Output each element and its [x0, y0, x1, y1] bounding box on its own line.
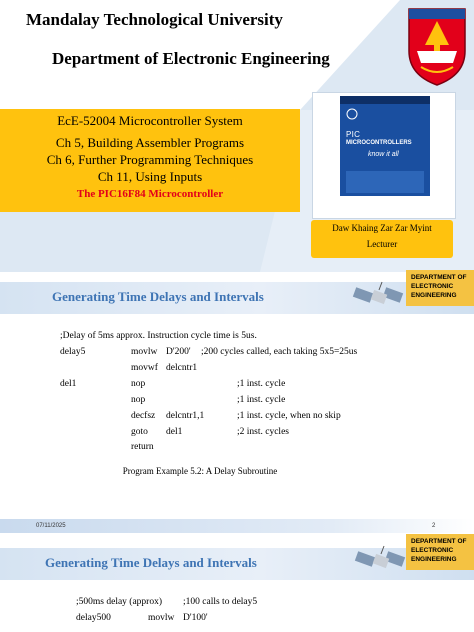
course-code: EcE-52004 Microcontroller System: [57, 113, 243, 128]
badge-line-2: ELECTRONIC: [411, 283, 454, 290]
slide-delay-subroutine: [0, 276, 474, 534]
book-cover: [340, 96, 430, 214]
course-info-box: [0, 109, 300, 212]
code-arg: del1: [166, 427, 183, 437]
code-comment: ;1 inst. cycle, when no skip: [237, 411, 341, 421]
chapter-11: Ch 11, Using Inputs: [97, 169, 203, 184]
chapter-6: Ch 6, Further Programming Techniques: [46, 152, 254, 167]
subtitle: The PIC16F84 Microcontroller: [76, 188, 224, 200]
code-op: movwf: [131, 363, 158, 373]
satellite-icon: [354, 540, 410, 580]
code-op: movlw: [131, 347, 158, 357]
chapter-5: Ch 5, Building Assembler Programs: [55, 135, 245, 150]
author-box: [311, 220, 453, 258]
code-comment: ;100 calls to delay5: [183, 597, 258, 607]
code-comment-line: ;Delay of 5ms approx. Instruction cycle time is 5us.: [60, 331, 257, 341]
book-title-pic: PIC: [346, 130, 361, 139]
code-label: del1: [60, 379, 77, 389]
code-comment: ;1 inst. cycle: [237, 379, 286, 389]
code-op: return: [131, 442, 154, 452]
code-label: delay5: [60, 347, 86, 357]
code-op: nop: [131, 395, 146, 405]
code-caption: Program Example 5.2: A Delay Subroutine: [122, 466, 278, 476]
badge-line-1: DEPARTMENT OF: [411, 274, 467, 281]
title-slide: [0, 0, 474, 272]
page-number: 2: [432, 523, 436, 529]
book-title-micro: MICROCONTROLLERS: [346, 140, 412, 146]
university-logo: [405, 5, 469, 87]
university-title: Mandalay Technological University: [26, 10, 283, 29]
code-comment: ;1 inst. cycle: [237, 395, 286, 405]
badge-line-2: ELECTRONIC: [411, 547, 454, 554]
department-badge: [406, 534, 474, 570]
slide-delay-500ms: [0, 534, 474, 632]
author-role: Lecturer: [366, 239, 398, 249]
department-title: Department of Electronic Engineering: [52, 49, 330, 68]
code-op: movlw: [148, 613, 175, 623]
code-op: nop: [131, 379, 146, 389]
book-tagline: know it all: [368, 151, 399, 158]
department-badge: [406, 270, 474, 306]
code-comment: ;2 inst. cycles: [237, 427, 289, 437]
book-cover-frame: [312, 92, 456, 219]
code-label: delay500: [76, 613, 111, 623]
slide-title: Generating Time Delays and Intervals: [52, 289, 264, 304]
code-op: decfsz: [131, 411, 156, 421]
satellite-icon: [352, 276, 408, 316]
code-op: goto: [131, 427, 148, 437]
badge-line-3: ENGINEERING: [411, 556, 457, 563]
code-label: ;500ms delay (approx): [76, 597, 163, 607]
badge-line-3: ENGINEERING: [411, 292, 457, 299]
author-name: Daw Khaing Zar Zar Myint: [332, 223, 432, 233]
badge-line-1: DEPARTMENT OF: [411, 538, 467, 545]
code-comment: ;200 cycles called, each taking 5x5=25us: [201, 347, 358, 357]
code-arg: delcntr1,1: [166, 411, 205, 421]
code-arg: D'200': [166, 347, 191, 357]
code-arg: delcntr1: [166, 363, 198, 373]
footer-band: [0, 519, 474, 533]
slide-title: Generating Time Delays and Intervals: [45, 555, 257, 570]
code-arg: D'100': [183, 613, 208, 623]
slide-date: 07/11/2025: [36, 523, 66, 529]
